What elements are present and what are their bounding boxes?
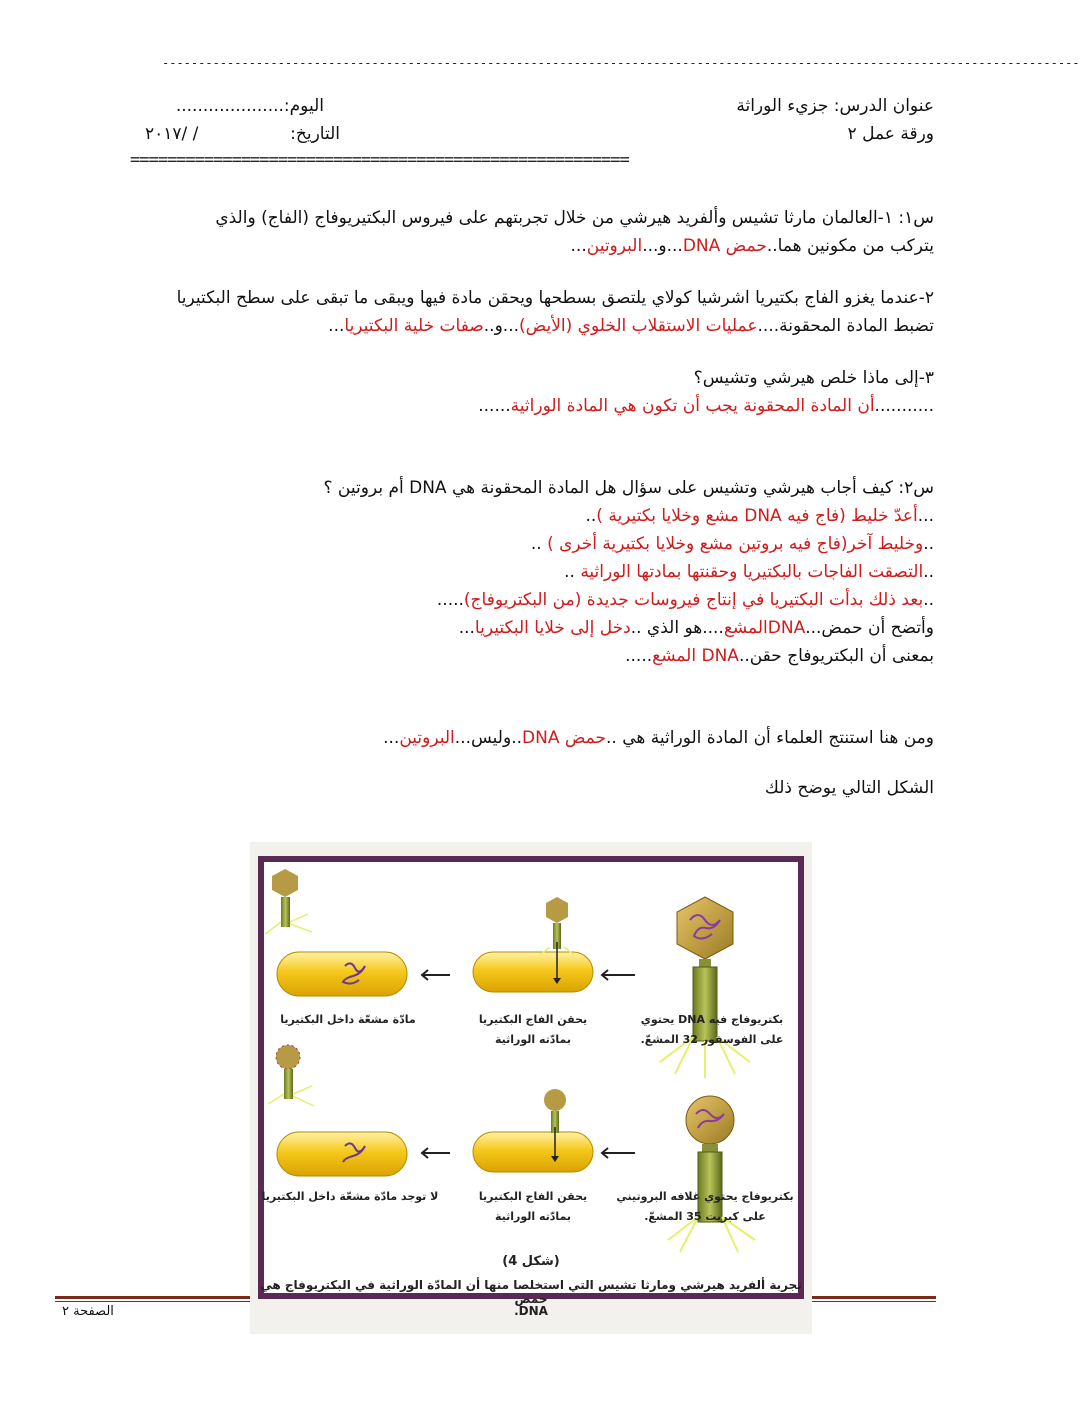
q1-and: ...و...	[642, 236, 683, 256]
answer-step4: بعد ذلك بدأت البكتيريا في إنتاج فيروسات جديدة (من البكتريوفاج)	[463, 590, 924, 610]
figure-label: (شكل 4)	[502, 1254, 560, 1269]
figure-intro: الشكل التالي يوضح ذلك	[764, 778, 934, 798]
bacterium-radioactive	[277, 952, 407, 996]
worksheet-number: ورقة عمل ٢	[847, 124, 934, 144]
answer-conclusion-protein: البروتين	[399, 728, 455, 748]
q1-item3-suffix: ......	[478, 396, 511, 416]
caption-row1-right-2: على الفوسفور 32 المشعّ.	[640, 1033, 784, 1046]
q2-line5-mid: ....هو الذي ..	[630, 618, 724, 638]
q1-line2	[571, 236, 934, 256]
answer-protein: البروتين	[586, 236, 643, 256]
caption-row2-right-1: بكتريوفاج يحتوي غلافه البروتيني	[616, 1190, 794, 1203]
page-number: الصفحة ٢	[62, 1304, 114, 1319]
q2-line5	[459, 618, 934, 638]
caption-row2-right	[612, 1187, 798, 1227]
answer-step1: أعدّ خليط (فاج فيه DNA مشع وخلايا بكتيرية )	[596, 506, 918, 526]
caption-row1-mid-1: يحقن الفاج البكتيريا	[478, 1013, 588, 1026]
caption-row2-right-2: على كبريت 35 المشعّ.	[644, 1210, 766, 1223]
q2-step4-prefix: ..	[923, 590, 934, 610]
header-dashes: -------------------------------------------------------------------------------------------------------------------------------	[162, 56, 1080, 70]
answer-conclusion-dna: حمض DNA	[522, 728, 607, 748]
q2-line5-prefix: وأتضح أن حمض...	[805, 618, 934, 638]
caption-row1-right	[628, 1010, 796, 1050]
figure-caption-2: .DNA	[514, 1304, 548, 1318]
q2-step4	[437, 590, 934, 610]
bacterium-2	[473, 1132, 593, 1172]
caption-row1-mid	[468, 1010, 598, 1050]
q1-item2-line1: ٢-عندما يغزو الفاج بكتيريا اشرشيا كولاي يلتصق بسطحها ويحقن مادة فيها ويبقى ما تبقى على سطح البكتيريا	[176, 288, 934, 308]
footer-rule-left	[55, 1296, 250, 1302]
q1-item2-prefix: تضبط المادة المحقونة....	[757, 316, 934, 336]
q1-line1: س١: ١-العالمان مارثا تشيس وألفريد هيرشي من خلال تجربتهم على فيروس البكتيريوفاج (الفاج) والذي	[215, 208, 934, 228]
bacterium-1	[473, 952, 593, 992]
q2-step3	[564, 562, 934, 582]
answer-genetic-material: أن المادة المحقونة يجب أن تكون هي المادة الوراثية	[510, 396, 875, 416]
q2-question: س٢: كيف أجاب هيرشي وتشيس على سؤال هل المادة المحقونة هي DNA أم بروتين ؟	[323, 478, 934, 498]
caption-row2-mid-1: يحقن الفاج البكتيريا	[478, 1190, 588, 1203]
caption-row1-left: مادّة مشعّة داخل البكتيريا	[280, 1013, 416, 1026]
caption-row2-mid	[468, 1187, 598, 1227]
caption-row1-right-1: بكتريوفاج فيه DNA يحتوي	[640, 1013, 784, 1026]
answer-step3: التصقت الفاجات بالبكتيريا وحقنتها بمادتها الوراثية	[580, 562, 924, 582]
figure-scan	[250, 842, 812, 1334]
q2-step3-suffix: ..	[564, 562, 581, 582]
q2-step4-suffix: .....	[436, 590, 464, 610]
answer-metabolism: عمليات الاستقلاب الخلوي (الأيض)	[519, 316, 758, 336]
bacterium-not-radioactive	[277, 1132, 407, 1176]
q1-item2-line2	[328, 316, 934, 336]
date-value: / /٢٠١٧	[145, 124, 199, 144]
q1-item3-answer-line	[478, 396, 934, 416]
q1-item2-dots: ...	[328, 316, 345, 336]
answer-step2: وخليط آخر(فاج فيه بروتين مشع وخلايا بكتيرية أخرى )	[547, 534, 924, 554]
answer-dna: حمض DNA	[682, 236, 767, 256]
answer-entered-bacteria: دخل إلى خلايا البكتيريا	[474, 618, 631, 638]
q2-step1-prefix: ...	[917, 506, 934, 526]
q2-step3-prefix: ..	[923, 562, 934, 582]
q1-item3-question: ٣-إلى ماذا خلص هيرشي وتشيس؟	[693, 368, 934, 388]
date-label: التاريخ:	[290, 124, 340, 144]
q1-line2-prefix: يتركب من مكونين هما..	[766, 236, 934, 256]
q2-step2	[531, 534, 934, 554]
q2-line6-prefix: بمعنى أن البكتريوفاج حقن..	[738, 646, 934, 666]
header-separator: ======================================================	[130, 150, 629, 170]
conclusion	[383, 728, 934, 748]
answer-radioactive-dna: DNAالمشع	[723, 618, 806, 638]
lesson-title: عنوان الدرس: جزيء الوراثة	[736, 96, 934, 116]
answer-bacteria-traits: صفات خلية البكتيريا	[344, 316, 484, 336]
conclusion-suffix: ...	[383, 728, 400, 748]
q2-step1	[585, 506, 934, 526]
answer-injected-dna: DNA المشع	[652, 646, 739, 666]
q2-line6	[625, 646, 934, 666]
q1-dots: ...	[570, 236, 587, 256]
q2-line6-suffix: .....	[625, 646, 653, 666]
caption-row1-mid-2: بمادّته الوراثية	[494, 1033, 572, 1046]
day-field: اليوم:....................	[175, 96, 324, 116]
figure-caption-1: تجربة ألفريد هيرشي ومارثا تشيس التي استخلصا منها أن المادّة الوراثية في البكتريوفاج هي حمض	[260, 1278, 802, 1306]
conclusion-prefix: ومن هنا استنتج العلماء أن المادة الوراثية هي ..	[606, 728, 934, 748]
caption-row2-mid-2: بمادّته الوراثية	[494, 1210, 572, 1223]
conclusion-mid: ..وليس...	[454, 728, 523, 748]
q1-item2-and: ...و..	[483, 316, 520, 336]
q2-line5-suffix: ...	[458, 618, 475, 638]
q2-step2-prefix: ..	[923, 534, 934, 554]
q2-step2-suffix: ..	[530, 534, 548, 554]
q1-item3-prefix: ...........	[874, 396, 934, 416]
caption-row2-left: لا توجد مادّة مشعّة داخل البكتيريا	[261, 1190, 439, 1203]
q2-step1-suffix: ..	[585, 506, 597, 526]
footer-rule-right	[812, 1296, 936, 1302]
